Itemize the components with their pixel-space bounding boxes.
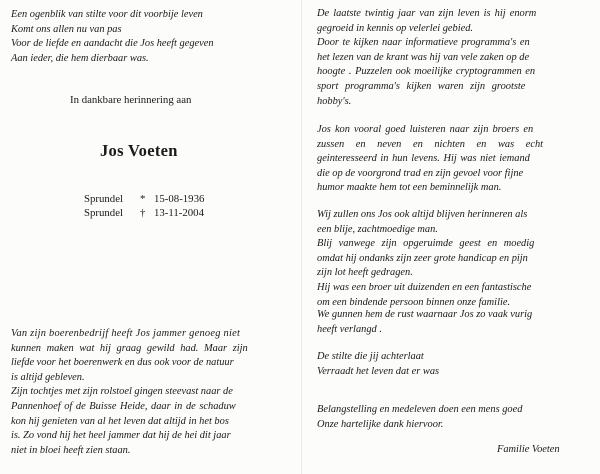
- poem-line: Komt ons allen nu van pas: [11, 23, 122, 35]
- opening-poem: [11, 8, 291, 66]
- paragraph-line: geinteresseerd in hun levens. Hij was niet iemand: [317, 153, 530, 165]
- story-line: Pannenhoef of de Buisse Heide, daar in de schaduw: [11, 400, 236, 412]
- story-line: kon hij genieten van al het leven dat altijd in het bos: [11, 415, 229, 427]
- remembrance-paragraph: [317, 208, 589, 310]
- story-line: niet in bloei heeft zien staan.: [11, 444, 131, 456]
- paragraph-line: Blij vanwege zijn opgeruimde geest en moedig: [317, 238, 535, 250]
- family-signature: Familie Voeten: [497, 444, 560, 455]
- poem-line: Een ogenblik van stilte voor dit voorbije leven: [11, 9, 203, 20]
- death-place: Sprundel: [84, 207, 123, 219]
- verse-line: Verraadt het leven dat er was: [317, 365, 440, 377]
- birth-date: 15-08-1936: [154, 193, 205, 205]
- paragraph-line: een blije, zachtmoedige man.: [317, 223, 438, 235]
- life-dates: [84, 192, 204, 220]
- paragraph-line: Hij was een broer uit duizenden en een fantastische: [317, 281, 532, 293]
- paragraph-line: Jos kon vooral goed luisteren naar zijn broers en: [317, 124, 534, 135]
- birth-star-icon: *: [140, 193, 146, 205]
- thanks-paragraph: [317, 403, 589, 432]
- paragraph-line: heeft verlangd .: [317, 323, 382, 335]
- paragraph-line: De laatste twintig jaar van zijn leven is hij enorm: [317, 8, 537, 19]
- birth-row: [84, 192, 204, 206]
- birth-place: Sprundel: [84, 193, 123, 205]
- poem-line: Aan ieder, die hem dierbaar was.: [11, 52, 149, 64]
- paragraph-line: het lezen van de krant was hij van vele zaken op de: [317, 51, 530, 63]
- thanks-line: Belangstelling en medeleven doen een mens goed: [317, 404, 523, 415]
- dedication-text: In dankbare herinnering aan: [70, 94, 192, 106]
- deceased-name: Jos Voeten: [100, 141, 178, 160]
- paragraph-line: om een bindende persoon binnen onze familie.: [317, 296, 511, 308]
- fold-line: [301, 0, 302, 474]
- story-line: Van zijn boerenbedrijf heeft Jos jammer genoeg niet: [11, 328, 241, 339]
- death-cross-icon: †: [140, 207, 146, 219]
- paragraph-line: hobby's.: [317, 95, 352, 107]
- paragraph-line: humor maakte hem tot een beminnelijk man.: [317, 182, 502, 194]
- story-line: liefde voor het boerenwerk en dus ook voor de natuur: [11, 357, 234, 369]
- listening-paragraph: [317, 123, 589, 196]
- verse-line: De stilte die jij achterlaat: [317, 351, 424, 362]
- paragraph-line: omdat hij ondanks zijn zeer grote handicap en pijn: [317, 252, 528, 264]
- story-line: is. Zo vond hij het heel jammer dat hij de hei dit jaar: [11, 430, 231, 442]
- paragraph-line: We gunnen hem de rust waarnaar Jos zo vaak vurig: [317, 309, 533, 320]
- paragraph-line: Door te kijken naar informatieve programma's en: [317, 37, 530, 49]
- story-line: kunnen maken wat hij graag gewild had. Maar zijn: [11, 342, 248, 354]
- paragraph-line: sport programma's kijken waren zijn grootste: [317, 80, 526, 92]
- paragraph-line: hoogte . Puzzelen ook moeilijke cryptogrammen en: [317, 66, 536, 78]
- knowledge-paragraph: [317, 7, 589, 109]
- story-line: Zijn tochtjes met zijn rolstoel gingen steevast naar de: [11, 386, 233, 398]
- paragraph-line: die op de voorgrond trad en zijn gevoel voor fijne: [317, 167, 524, 179]
- paragraph-line: zijn lot heeft gedragen.: [317, 267, 413, 279]
- paragraph-line: zussen en neven en nichten en was echt: [317, 138, 544, 150]
- thanks-line: Onze hartelijke dank hiervoor.: [317, 418, 444, 430]
- paragraph-line: Wij zullen ons Jos ook altijd blijven herinneren als: [317, 209, 528, 220]
- death-row: [84, 206, 204, 220]
- rest-paragraph: [317, 308, 589, 337]
- poem-line: Voor de liefde en aandacht die Jos heeft gegeven: [11, 38, 214, 50]
- closing-verse: [317, 350, 589, 379]
- story-line: is altijd gebleven.: [11, 371, 85, 383]
- paragraph-line: gegroeid in kennis op velerlei gebied.: [317, 22, 474, 34]
- death-date: 13-11-2004: [154, 207, 204, 219]
- life-story: [11, 327, 291, 458]
